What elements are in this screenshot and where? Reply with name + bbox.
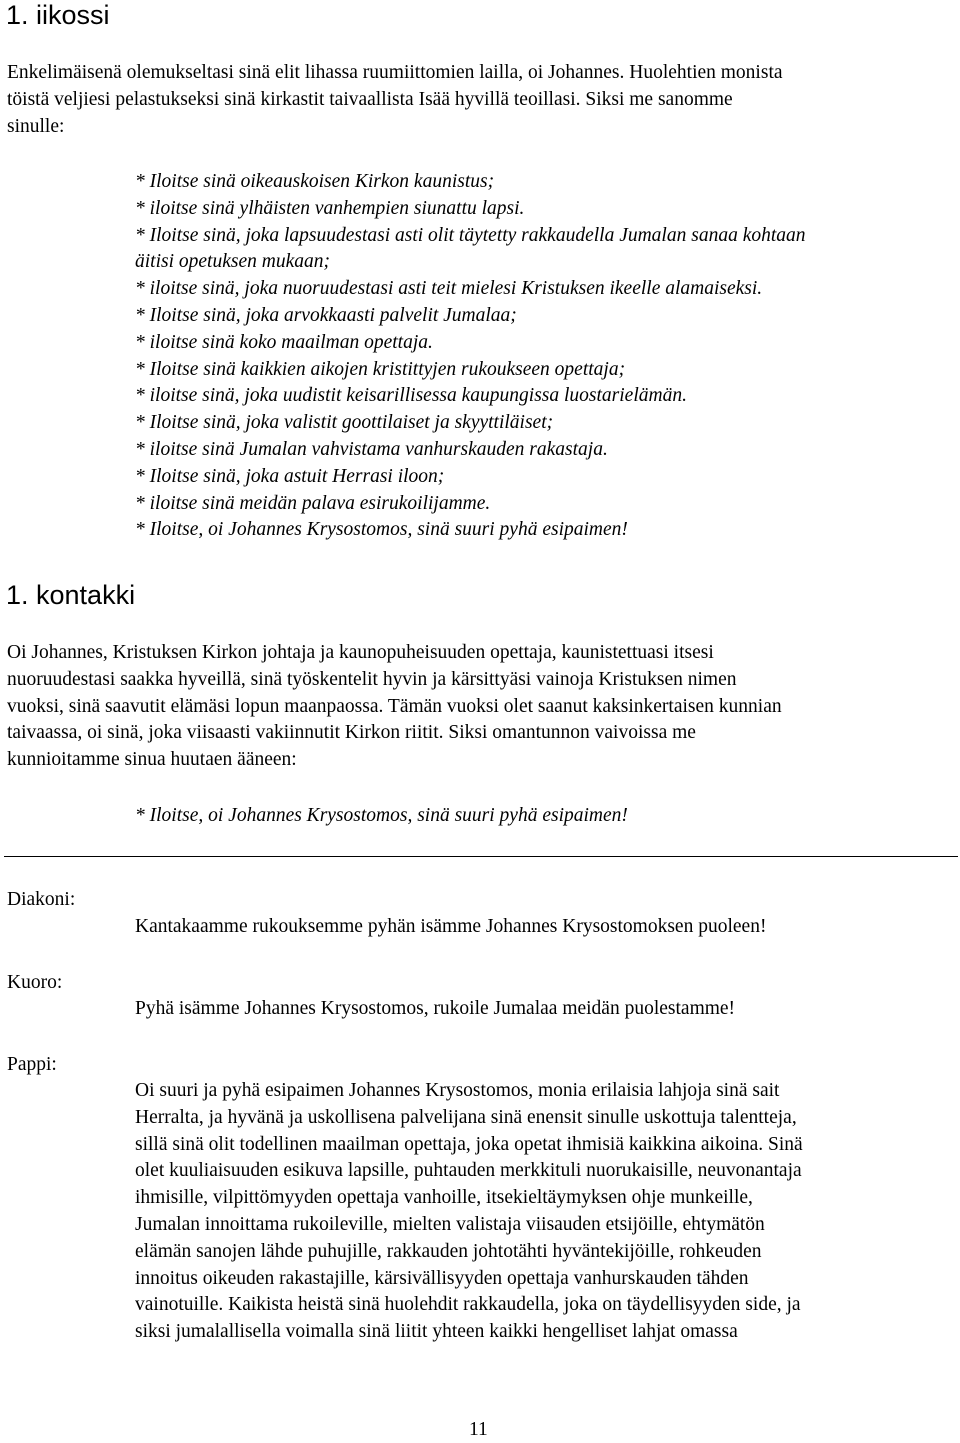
section-divider (4, 856, 958, 857)
priest-line: Oi suuri ja pyhä esipaimen Johannes Krysostomos, monia erilaisia lahjoja sinä sait (135, 1080, 780, 1101)
ikos-heading: 1. iikossi (6, 0, 110, 30)
kontakion-line: Oi Johannes, Kristuksen Kirkon johtaja ja kaunopuheisuuden opettaja, kaunistettuasi itsesi (7, 642, 714, 663)
priest-line: siksi jumalallisella voimalla sinä liitit yhteen kaikki hengelliset lahjat omassa (135, 1321, 738, 1343)
ikos-intro (7, 60, 783, 140)
kontakion-line: kunnioitamme sinua huutaen ääneen: (7, 749, 297, 771)
kontakion-text (7, 640, 782, 774)
greeting-line: * Iloitse sinä, joka arvokkaasti palvelit Jumalaa; (135, 304, 517, 326)
greeting-line: * iloitse sinä ylhäisten vanhempien siunattu lapsi. (135, 197, 525, 219)
ikos-intro-line: Enkelimäisenä olemukseltasi sinä elit lihassa ruumiittomien lailla, oi Johannes. Huolehtien monista (7, 62, 783, 83)
priest-line: Jumalan innoittama rukoileville, mielten valistaja viisauden etsijöille, ehtymätön (135, 1213, 765, 1235)
greeting-line: * iloitse sinä Jumalan vahvistama vanhurskauden rakastaja. (135, 438, 608, 460)
priest-line: olet kuuliaisuuden esikuva lapsille, puhtauden merkkituli nuorukaisille, neuvonantaja (135, 1160, 802, 1182)
priest-line: elämän sanojen lähde puhujille, rakkauden johtotähti hyväntekijöille, rohkeuden (135, 1240, 762, 1262)
greeting-line: * iloitse sinä, joka nuoruudestasi asti teit mielesi Kristuksen ikeelle alamaiseksi. (135, 278, 763, 300)
priest-line: innoitus oikeuden rakastajille, kärsivällisyyden opettaja vanhurskauden tähden (135, 1267, 749, 1289)
greeting-line: * iloitse sinä koko maailman opettaja. (135, 331, 433, 353)
greeting-line: * iloitse sinä meidän palava esirukoilijamme. (135, 492, 491, 514)
greeting-line: * Iloitse sinä, joka valistit goottilaiset ja skyyttiläiset; (135, 412, 554, 434)
ikos-greetings (135, 169, 806, 544)
choir-label: Kuoro: (7, 972, 63, 993)
ikos-intro-line: sinulle: (7, 115, 65, 137)
greeting-line: * iloitse sinä, joka uudistit keisarillisessa kaupungissa luostarielämän. (135, 385, 687, 407)
priest-line: Herralta, ja hyvänä ja uskollisena palvelijana sinä enensit sinulle uskottuja talentteja, (135, 1106, 797, 1128)
priest-line: vainotuille. Kaikista heistä sinä huolehdit rakkaudella, joka on täydellisyyden side, ja (135, 1294, 801, 1316)
greeting-line: äitisi opetuksen mukaan; (135, 251, 330, 273)
deacon-text: Kantakaamme rukouksemme pyhän isämme Johannes Krysostomoksen puoleen! (135, 916, 767, 937)
kontakion-line: nuoruudestasi saakka hyveillä, sinä työskentelit hyvin ja kärsittyäsi vainoja Kristuksen nimen (7, 668, 737, 690)
page-number: 11 (469, 1419, 488, 1440)
deacon-label: Diakoni: (7, 889, 76, 910)
kontakion-line: taivaassa, oi sinä, joka viisaasti vakiinnutit Kirkon riitit. Siksi omantunnon vaivoissa me (7, 722, 696, 744)
kontakion-refrain: * Iloitse, oi Johannes Krysostomos, sinä suuri pyhä esipaimen! (135, 805, 628, 826)
kontakion-heading: 1. kontakki (6, 580, 136, 610)
priest-text (135, 1078, 803, 1346)
priest-line: ihmisille, vilpittömyyden opettaja vanhoille, itsekieltäymyksen ohje munkeille, (135, 1187, 753, 1209)
choir-text: Pyhä isämme Johannes Krysostomos, rukoile Jumalaa meidän puolestamme! (135, 998, 736, 1019)
priest-label: Pappi: (7, 1054, 57, 1075)
kontakion-line: vuoksi, sinä saavutit elämäsi lopun maanpaossa. Tämän vuoksi olet saanut kaksinkertaisen kunnian (7, 695, 782, 717)
greeting-line: * Iloitse sinä, joka astuit Herrasi iloon; (135, 465, 445, 487)
greeting-line: * Iloitse, oi Johannes Krysostomos, sinä suuri pyhä esipaimen! (135, 519, 628, 541)
greeting-line: * Iloitse sinä kaikkien aikojen kristittyjen rukoukseen opettaja; (135, 358, 626, 380)
priest-line: sillä sinä olit todellinen maailman opettaja, joka opetat ihmisiä kaikkina aikoina. Sinä (135, 1133, 803, 1155)
ikos-intro-line: töistä veljiesi pelastukseksi sinä kirkastit taivaallista Isää hyvillä teoillasi. Siksi me sanomme (7, 88, 733, 110)
greeting-line: * Iloitse sinä, joka lapsuudestasi asti olit täytetty rakkaudella Jumalan sanaa kohtaan (135, 224, 806, 246)
greeting-line: * Iloitse sinä oikeauskoisen Kirkon kaunistus; (135, 171, 495, 192)
